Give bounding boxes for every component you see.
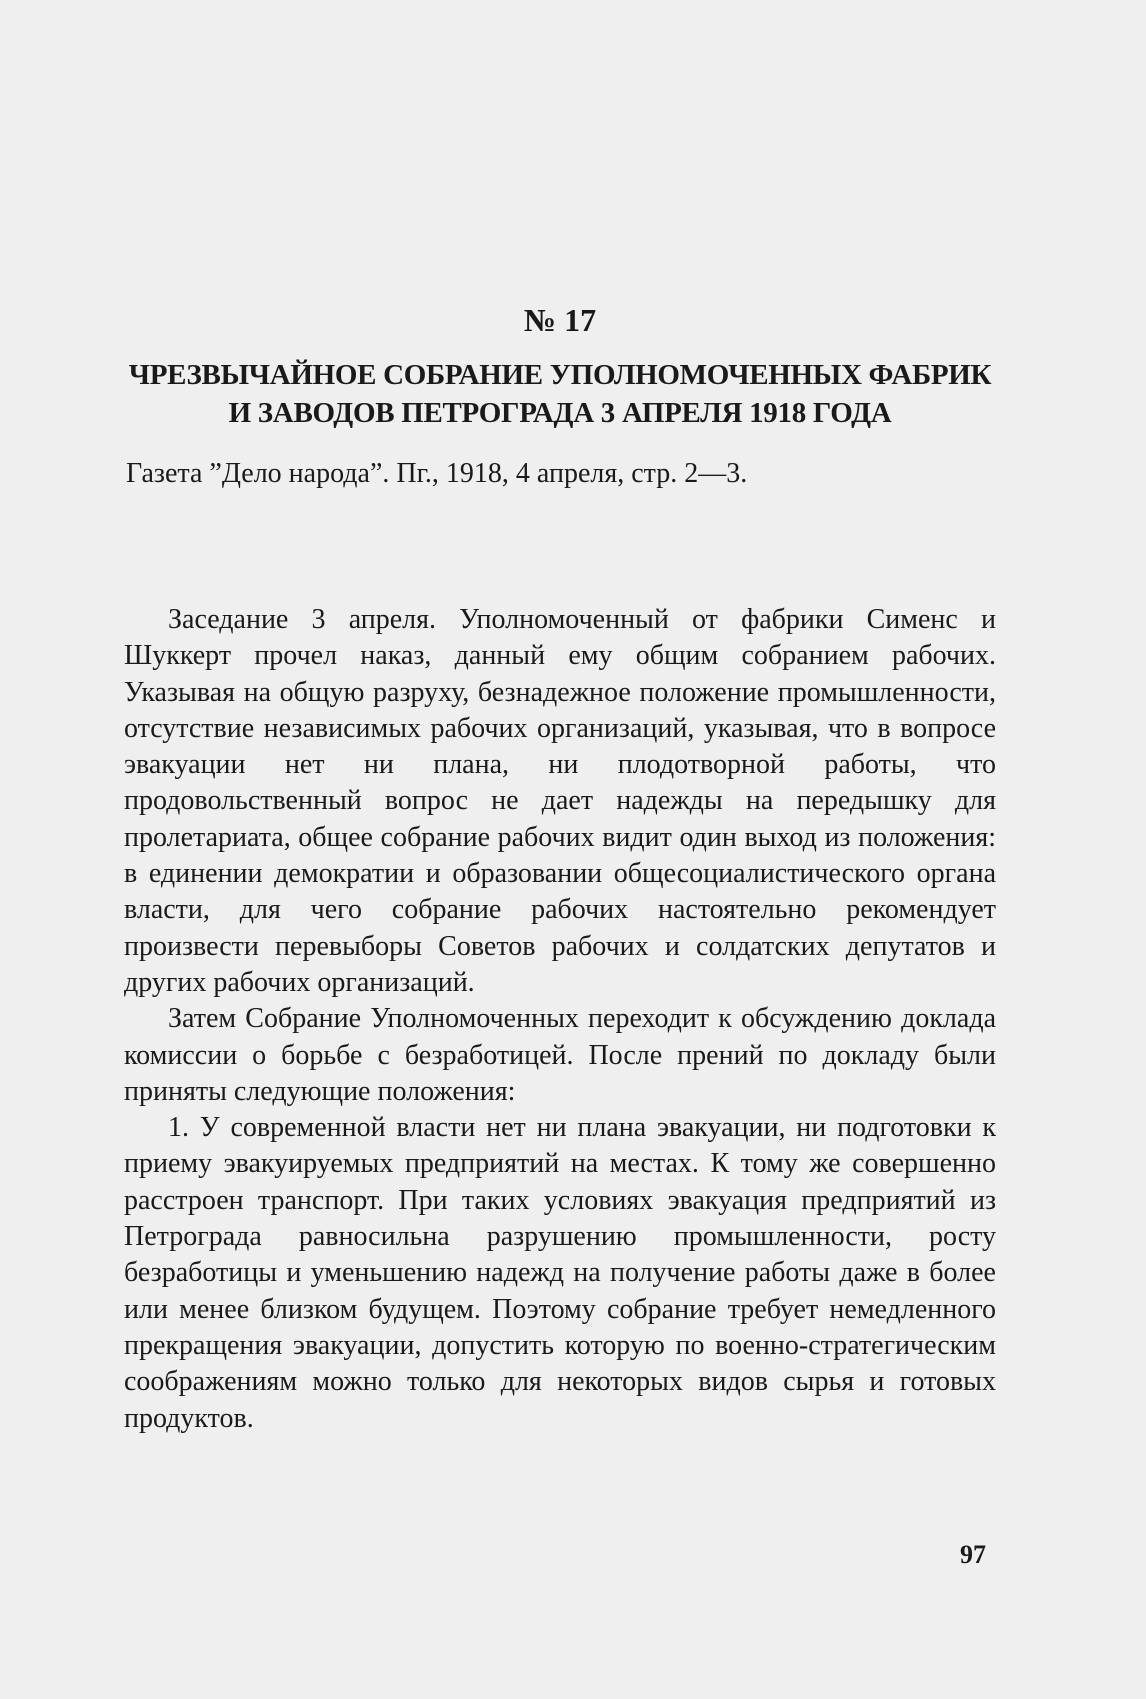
page-number: 97	[960, 1540, 986, 1569]
source-citation: Газета ”Дело народа”. Пг., 1918, 4 апреля, стр. 2—3.	[126, 458, 748, 489]
document-title-line-1: ЧРЕЗВЫЧАЙНОЕ СОБРАНИЕ УПОЛНОМОЧЕННЫХ ФАБРИК	[128, 359, 992, 391]
document-title-line-2: И ЗАВОДОВ ПЕТРОГРАДА 3 АПРЕЛЯ 1918 ГОДА	[228, 397, 892, 429]
document-content	[124, 300, 996, 1437]
paragraph-2: Затем Собрание Уполномоченных переходит к обсуждению доклада комиссии о борьбе с безработицей. После прений по докладу были приняты следующие положения:	[124, 1003, 996, 1107]
document-number: № 17	[523, 302, 597, 338]
paragraph-3: 1. У современной власти нет ни плана эвакуации, ни подготовки к приему эвакуируемых предприятий на местах. К тому же совершенно расстроен транспорт. При таких условиях эвакуация предприятий из Петрограда равносильна разрушению промышленности, росту безработицы и уменьшению надежд на получение работы даже в более или менее близком будущем. Поэтому собрание требует немедленного прекращения эвакуации, допустить которую по военно-стратегическим соображениям можно только для некоторых видов сырья и готовых продуктов.	[124, 1112, 996, 1434]
paragraph-1: Заседание 3 апреля. Уполномоченный от фабрики Сименс и Шуккерт прочел наказ, данный ему общим собранием рабочих. Указывая на общую разруху, безнадежное положение промышленности, отсутствие независимых рабочих организаций, указывая, что в вопросе эвакуации нет ни плана, ни плодотворной работы, что продовольственный вопрос не дает надежды на передышку для пролетариата, общее собрание рабочих видит один выход из положения: в единении демократии и образовании общесоциалистического органа власти, для чего собрание рабочих настоятельно рекомендует произвести перевыборы Советов рабочих и солдатских депутатов и других рабочих организаций.	[124, 604, 996, 998]
document-title	[124, 356, 996, 432]
body-text	[124, 602, 996, 1437]
